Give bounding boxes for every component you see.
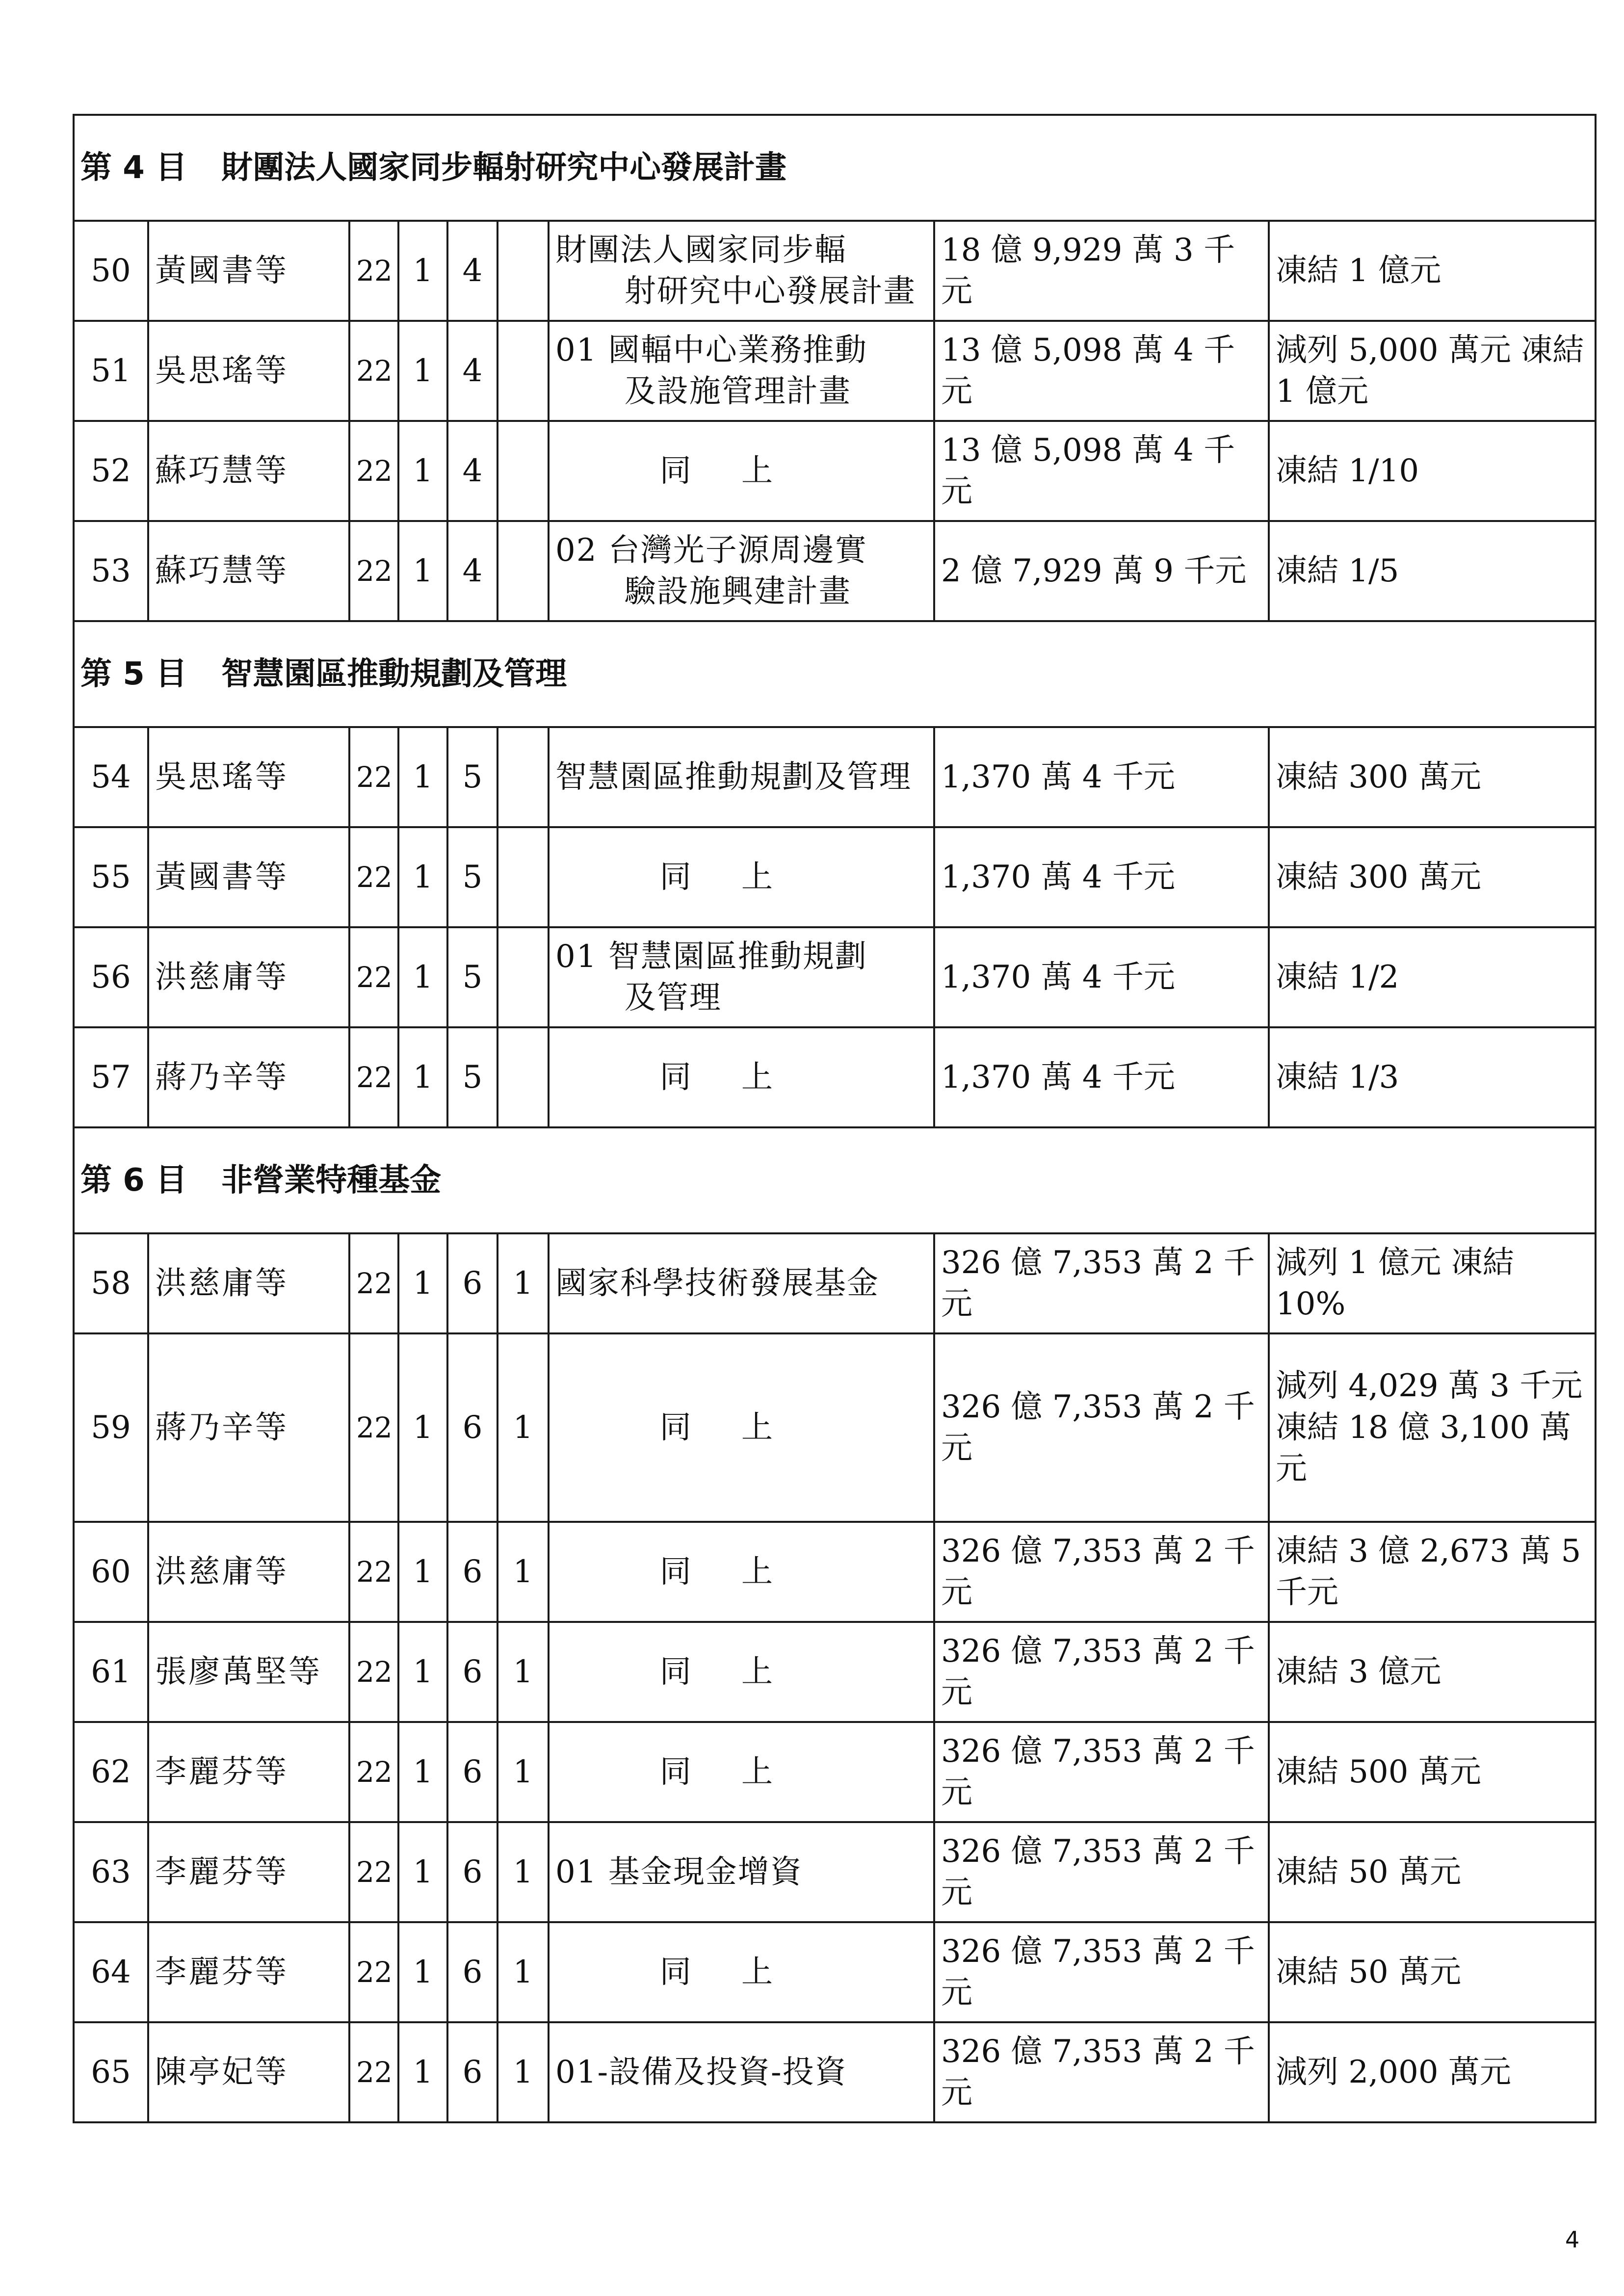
row-number-cell: 62 [74,1722,148,1822]
budget-item-line: 02 台灣光子源周邊實 [555,532,867,569]
budget-item-line: 同上 [659,1954,823,1990]
table-row [74,1622,1596,1722]
table-row [74,1333,1596,1522]
resolution-cell: 凍結 300 萬元 [1269,727,1596,827]
code-cell: 22 [349,1622,398,1722]
budget-amount-cell: 326 億 7,353 萬 2 千元 [934,1922,1269,2022]
code-cell: 4 [447,521,498,621]
proposer-cell: 李麗芬等 [148,1922,349,2022]
budget-amount-cell: 326 億 7,353 萬 2 千元 [934,1333,1269,1522]
code-cell: 1 [398,727,447,827]
budget-item-line: 射研究中心發展計畫 [624,273,916,310]
code-cell: 1 [498,1722,549,1822]
table-row [74,2022,1596,2122]
code-cell: 1 [398,1522,447,1622]
code-cell: 1 [398,1722,447,1822]
resolution-cell: 凍結 300 萬元 [1269,827,1596,927]
code-cell: 22 [349,521,398,621]
table-row [74,1233,1596,1333]
code-cell: 5 [447,827,498,927]
code-cell: 6 [447,2022,498,2122]
budget-item-line: 同上 [659,1409,823,1446]
proposer-cell: 李麗芬等 [148,1822,349,1922]
section-number: 第 6 目 [80,1162,187,1199]
code-cell: 1 [398,1922,447,2022]
budget-item-line: 同上 [659,1553,823,1590]
table-row [74,827,1596,927]
code-cell: 1 [398,1822,447,1922]
code-cell: 22 [349,1027,398,1127]
proposer-cell: 李麗芬等 [148,1722,349,1822]
proposer-cell: 吳思瑤等 [148,321,349,421]
code-cell: 5 [447,927,498,1027]
budget-item-cell [549,521,934,621]
code-cell: 1 [398,521,447,621]
code-cell: 22 [349,1922,398,2022]
resolution-cell: 凍結 500 萬元 [1269,1722,1596,1822]
code-cell: 6 [447,1822,498,1922]
resolution-cell: 減列 4,029 萬 3 千元 凍結 18 億 3,100 萬元 [1269,1333,1596,1522]
code-cell: 22 [349,1722,398,1822]
budget-item-cell [549,1027,934,1127]
resolution-cell: 凍結 50 萬元 [1269,1822,1596,1922]
code-cell: 1 [498,1922,549,2022]
budget-table [73,114,1597,2123]
code-cell: 6 [447,1233,498,1333]
table-row [74,521,1596,621]
table-row [74,421,1596,521]
code-cell: 4 [447,321,498,421]
row-number-cell: 64 [74,1922,148,2022]
budget-item-cell [549,727,934,827]
code-cell: 6 [447,1622,498,1722]
budget-item-line: 驗設施興建計畫 [624,574,851,610]
resolution-cell: 凍結 50 萬元 [1269,1922,1596,2022]
table-body [74,115,1596,2122]
code-cell: 6 [447,1722,498,1822]
table-row [74,321,1596,421]
code-cell [498,727,549,827]
row-number-cell: 65 [74,2022,148,2122]
proposer-cell: 張廖萬堅等 [148,1622,349,1722]
code-cell: 1 [498,1622,549,1722]
budget-item-line: 同上 [659,1059,823,1096]
code-cell: 6 [447,1333,498,1522]
budget-amount-cell: 326 億 7,353 萬 2 千元 [934,1822,1269,1922]
budget-item-line: 01 國輻中心業務推動 [555,332,867,368]
budget-item-line: 01 基金現金增資 [555,1853,803,1890]
code-cell: 22 [349,827,398,927]
code-cell [498,927,549,1027]
code-cell: 4 [447,221,498,321]
budget-item-cell [549,827,934,927]
budget-item-cell [549,321,934,421]
code-cell: 5 [447,727,498,827]
code-cell: 5 [447,1027,498,1127]
code-cell: 6 [447,1522,498,1622]
budget-amount-cell: 1,370 萬 4 千元 [934,927,1269,1027]
code-cell [498,221,549,321]
budget-item-cell [549,1333,934,1522]
section-title: 非營業特種基金 [221,1162,442,1199]
proposer-cell: 蔣乃辛等 [148,1333,349,1522]
code-cell: 22 [349,1822,398,1922]
code-cell: 22 [349,927,398,1027]
row-number-cell: 54 [74,727,148,827]
code-cell: 22 [349,727,398,827]
code-cell: 22 [349,321,398,421]
code-cell: 1 [498,1333,549,1522]
section-title: 財團法人國家同步輻射研究中心發展計畫 [221,149,787,186]
section-number: 第 5 目 [80,655,187,692]
resolution-cell: 凍結 1/3 [1269,1027,1596,1127]
code-cell: 22 [349,1233,398,1333]
page-number: 4 [1565,2226,1580,2253]
budget-amount-cell: 326 億 7,353 萬 2 千元 [934,1622,1269,1722]
row-number-cell: 60 [74,1522,148,1622]
code-cell: 1 [398,2022,447,2122]
row-number-cell: 50 [74,221,148,321]
budget-amount-cell: 2 億 7,929 萬 9 千元 [934,521,1269,621]
budget-amount-cell: 13 億 5,098 萬 4 千元 [934,321,1269,421]
resolution-cell: 減列 1 億元 凍結 10% [1269,1233,1596,1333]
table-row [74,1722,1596,1822]
section-header [74,621,1596,727]
table-row [74,1922,1596,2022]
code-cell: 1 [398,1333,447,1522]
code-cell: 1 [398,827,447,927]
budget-amount-cell: 1,370 萬 4 千元 [934,727,1269,827]
resolution-cell: 凍結 1/2 [1269,927,1596,1027]
budget-item-cell [549,421,934,521]
budget-item-cell [549,927,934,1027]
budget-item-cell [549,1922,934,2022]
budget-item-line: 財團法人國家同步輻 [555,232,847,268]
code-cell: 1 [398,321,447,421]
section-header-row [74,1127,1596,1233]
code-cell: 1 [398,927,447,1027]
table-row [74,1027,1596,1127]
code-cell [498,1027,549,1127]
budget-item-cell [549,1622,934,1722]
budget-item-line: 及管理 [624,980,722,1016]
code-cell [498,521,549,621]
resolution-cell: 凍結 3 億 2,673 萬 5 千元 [1269,1522,1596,1622]
budget-item-line: 同上 [659,452,823,489]
budget-amount-cell: 18 億 9,929 萬 3 千元 [934,221,1269,321]
code-cell: 1 [498,1233,549,1333]
resolution-cell: 凍結 1/5 [1269,521,1596,621]
section-header-row [74,621,1596,727]
proposer-cell: 洪慈庸等 [148,1522,349,1622]
section-header [74,115,1596,221]
proposer-cell: 洪慈庸等 [148,1233,349,1333]
budget-item-cell [549,1233,934,1333]
code-cell: 1 [398,1027,447,1127]
row-number-cell: 58 [74,1233,148,1333]
code-cell [498,421,549,521]
resolution-cell: 減列 2,000 萬元 [1269,2022,1596,2122]
budget-item-cell [549,1822,934,1922]
code-cell: 4 [447,421,498,521]
table-row [74,1822,1596,1922]
row-number-cell: 61 [74,1622,148,1722]
proposer-cell: 吳思瑤等 [148,727,349,827]
budget-amount-cell: 1,370 萬 4 千元 [934,1027,1269,1127]
table-row [74,1522,1596,1622]
code-cell: 6 [447,1922,498,2022]
budget-amount-cell: 326 億 7,353 萬 2 千元 [934,2022,1269,2122]
budget-item-line: 同上 [659,859,823,895]
budget-amount-cell: 326 億 7,353 萬 2 千元 [934,1233,1269,1333]
budget-item-cell [549,1522,934,1622]
budget-item-cell [549,2022,934,2122]
row-number-cell: 56 [74,927,148,1027]
proposer-cell: 蘇巧慧等 [148,421,349,521]
row-number-cell: 57 [74,1027,148,1127]
code-cell: 1 [498,1822,549,1922]
budget-item-line: 及設施管理計畫 [624,373,851,410]
row-number-cell: 51 [74,321,148,421]
budget-item-cell [549,221,934,321]
section-title: 智慧園區推動規劃及管理 [221,655,567,692]
code-cell: 22 [349,2022,398,2122]
code-cell [498,321,549,421]
code-cell: 22 [349,1522,398,1622]
budget-item-line: 同上 [659,1753,823,1790]
budget-amount-cell: 1,370 萬 4 千元 [934,827,1269,927]
resolution-cell: 凍結 3 億元 [1269,1622,1596,1722]
code-cell: 22 [349,421,398,521]
budget-item-cell [549,1722,934,1822]
code-cell: 1 [498,2022,549,2122]
resolution-cell: 減列 5,000 萬元 凍結 1 億元 [1269,321,1596,421]
code-cell: 1 [398,421,447,521]
code-cell [498,827,549,927]
code-cell: 1 [498,1522,549,1622]
resolution-cell: 凍結 1/10 [1269,421,1596,521]
budget-item-line: 同上 [659,1653,823,1690]
code-cell: 22 [349,1333,398,1522]
budget-amount-cell: 13 億 5,098 萬 4 千元 [934,421,1269,521]
code-cell: 22 [349,221,398,321]
table-row [74,221,1596,321]
budget-amount-cell: 326 億 7,353 萬 2 千元 [934,1522,1269,1622]
row-number-cell: 59 [74,1333,148,1522]
budget-item-line: 智慧園區推動規劃及管理 [555,758,912,795]
proposer-cell: 黃國書等 [148,827,349,927]
proposer-cell: 蔣乃辛等 [148,1027,349,1127]
budget-item-line: 01 智慧園區推動規劃 [555,938,867,975]
proposer-cell: 陳亭妃等 [148,2022,349,2122]
section-header-row [74,115,1596,221]
table-row [74,927,1596,1027]
section-header [74,1127,1596,1233]
budget-item-line: 國家科學技術發展基金 [555,1265,879,1302]
row-number-cell: 52 [74,421,148,521]
row-number-cell: 63 [74,1822,148,1922]
code-cell: 1 [398,1233,447,1333]
row-number-cell: 53 [74,521,148,621]
code-cell: 1 [398,221,447,321]
row-number-cell: 55 [74,827,148,927]
budget-item-line: 01-設備及投資-投資 [555,2054,847,2090]
budget-amount-cell: 326 億 7,353 萬 2 千元 [934,1722,1269,1822]
table-row [74,727,1596,827]
code-cell: 1 [398,1622,447,1722]
proposer-cell: 黃國書等 [148,221,349,321]
proposer-cell: 蘇巧慧等 [148,521,349,621]
section-number: 第 4 目 [80,149,187,186]
resolution-cell: 凍結 1 億元 [1269,221,1596,321]
proposer-cell: 洪慈庸等 [148,927,349,1027]
